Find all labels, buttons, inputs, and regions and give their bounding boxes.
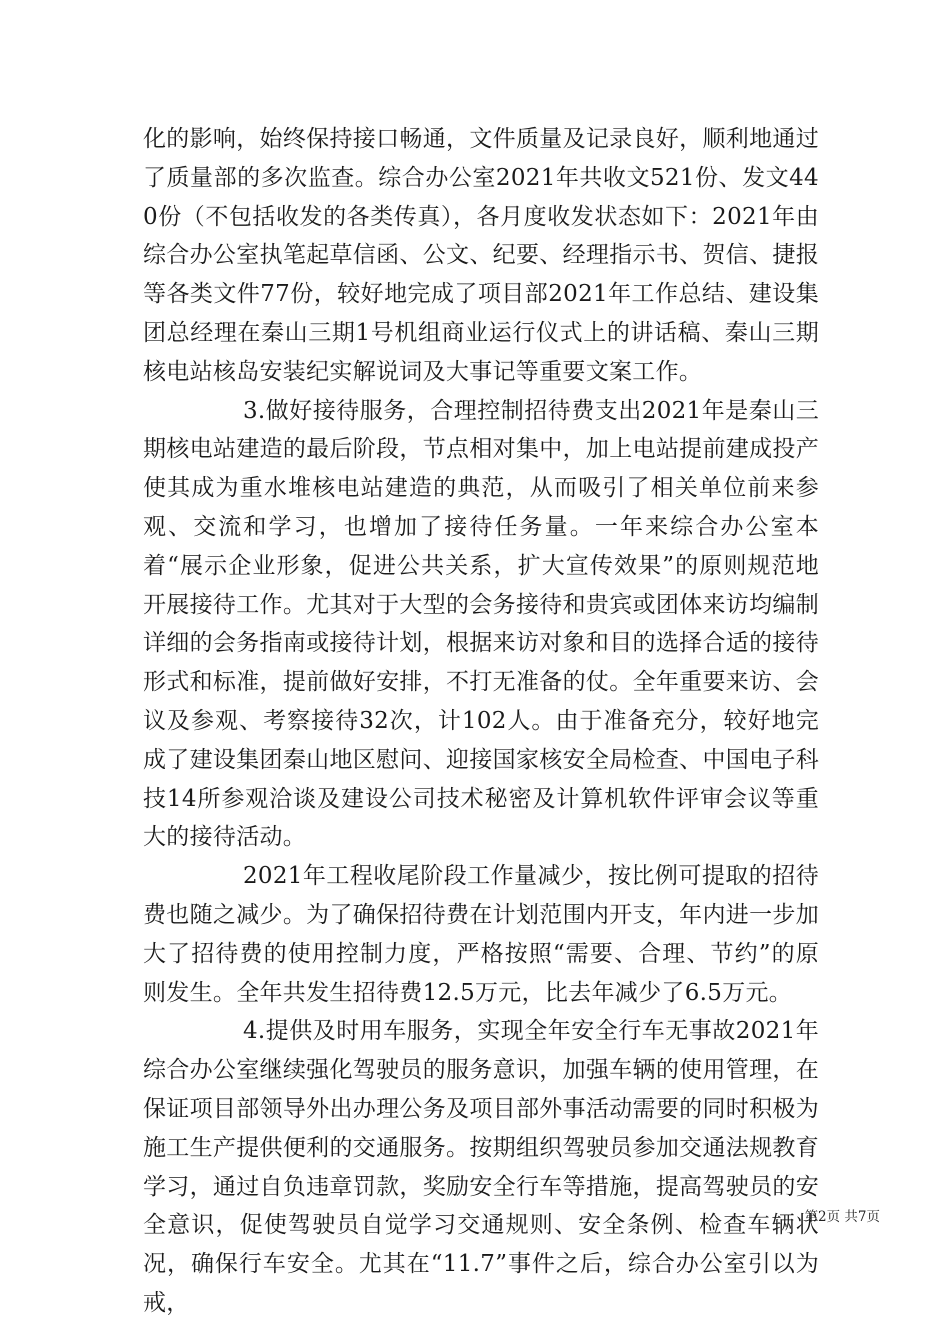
page-number: 第2页 共7页 xyxy=(804,1209,880,1225)
paragraph-4: 4.提供及时用车服务，实现全年安全行车无事故2021年综合办公室继续强化驾驶员的服务意识，加强车辆的使用管理，在保证项目部领导外出办理公务及项目部外事活动需要的同时积极为施工生产提供便利的交通服务。按期组织驾驶员参加交通法规教育学习，通过自负违章罚款，奖励安全行车等措施，提高驾驶员的安全意识，促使驾驶员自觉学习交通规则、安全条例、检查车辆状况，确保行车安全。尤其在“11.7”事件之后，综合办公室引以为戒， xyxy=(143,1018,819,1316)
document-body xyxy=(143,120,819,1323)
paragraph-2: 3.做好接待服务，合理控制招待费支出2021年是秦山三期核电站建造的最后阶段，节点相对集中，加上电站提前建成投产使其成为重水堆核电站建造的典范，从而吸引了相关单位前来参观、交流和学习，也增加了接待任务量。一年来综合办公室本着“展示企业形象，促进公共关系，扩大宣传效果”的原则规范地开展接待工作。尤其对于大型的会务接待和贵宾或团体来访均编制详细的会务指南或接待计划，根据来访对象和目的选择合适的接待形式和标准，提前做好安排，不打无准备的仗。全年重要来访、会议及参观、考察接待32次，计102人。由于准备充分，较好地完成了建设集团秦山地区慰问、迎接国家核安全局检查、中国电子科技14所参观洽谈及建设公司技术秘密及计算机软件评审会议等重大的接待活动。 xyxy=(143,397,819,851)
paragraph-1: 化的影响，始终保持接口畅通，文件质量及记录良好，顺利地通过了质量部的多次监查。综合办公室2021年共收文521份、发文440份（不包括收发的各类传真），各月度收发状态如下：2021年由综合办公室执笔起草信函、公文、纪要、经理指示书、贺信、捷报等各类文件77份，较好地完成了项目部2021年工作总结、建设集团总经理在秦山三期1号机组商业运行仪式上的讲话稿、秦山三期核电站核岛安装纪实解说词及大事记等重要文案工作。 xyxy=(143,126,819,385)
paragraph-3: 2021年工程收尾阶段工作量减少，按比例可提取的招待费也随之减少。为了确保招待费在计划范围内开支，年内进一步加大了招待费的使用控制力度，严格按照“需要、合理、节约”的原则发生。全年共发生招待费12.5万元，比去年减少了6.5万元。 xyxy=(143,863,819,1006)
